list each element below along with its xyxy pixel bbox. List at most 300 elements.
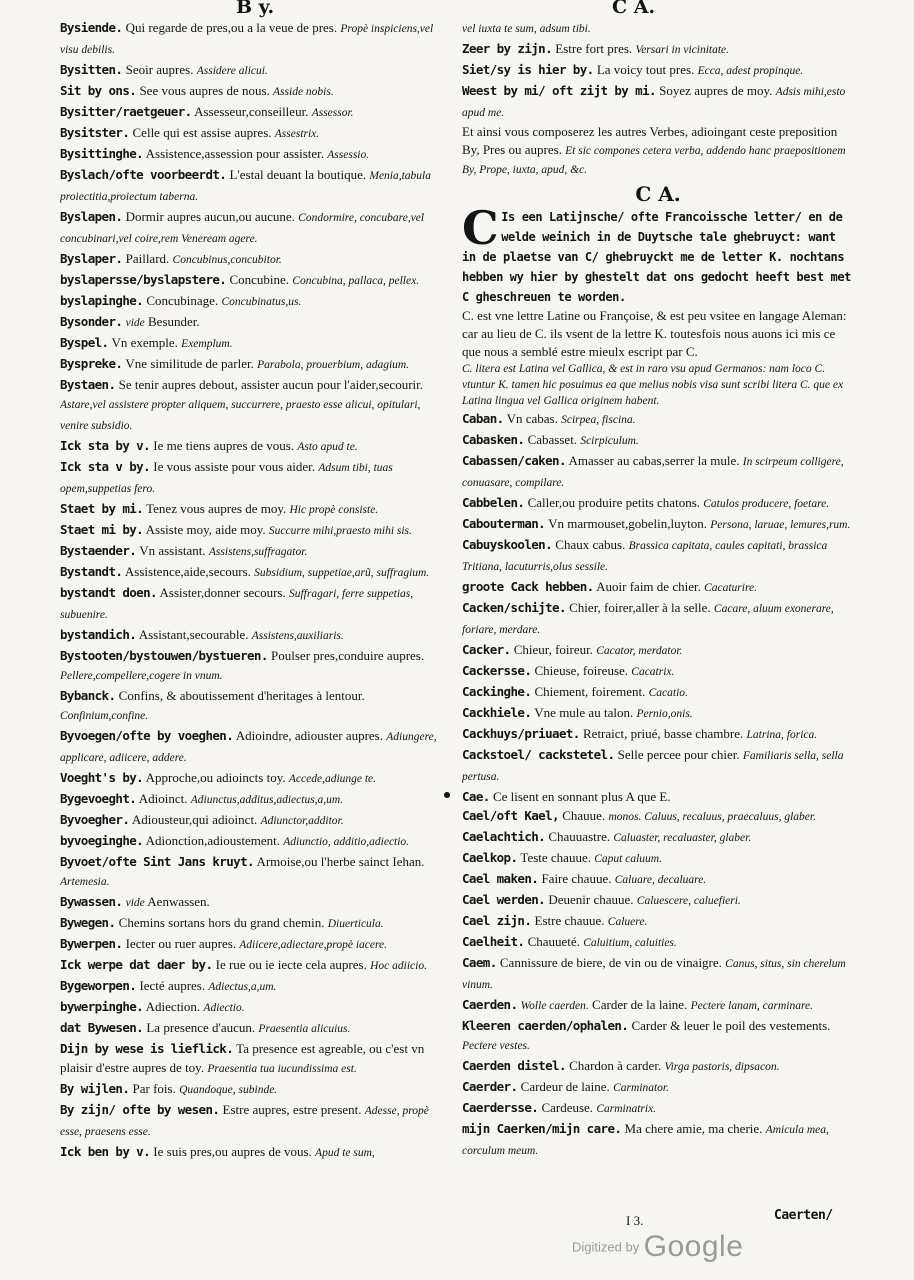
latin-gloss: monos. Caluus, recaluus, praecaluus, glaber. <box>608 811 816 823</box>
latin-gloss: Subsidium, suppetiae,arũ, suffragium. <box>254 567 430 579</box>
running-head-left: B y. <box>236 0 275 18</box>
french-gloss: Ma chere amie, ma cherie. <box>624 1121 763 1136</box>
dictionary-entry <box>60 1039 448 1079</box>
french-gloss: La voicy tout pres. <box>596 62 695 77</box>
latin-gloss: Scirpea, fiscina. <box>561 414 636 426</box>
latin-gloss: Adsis mihi,esto apud me. <box>462 86 846 119</box>
french-gloss: Adiousteur,qui adioinct. <box>131 812 258 827</box>
latin-gloss: Cacatio. <box>648 687 688 699</box>
latin-gloss: Praesentia alicuius. <box>258 1023 351 1035</box>
dictionary-entry <box>462 806 854 827</box>
latin-gloss: Amicula mea, corculum meum. <box>462 1124 829 1157</box>
latin-gloss: Diuerticula. <box>327 918 384 930</box>
cross-reference: vide <box>125 317 145 329</box>
french-gloss: Ie me tiens aupres de vous. <box>153 438 295 453</box>
dictionary-entry <box>462 724 854 745</box>
cross-reference: Wolle caerden. <box>520 1000 589 1012</box>
french-gloss: Assistant,secourable. <box>138 627 249 642</box>
latin-gloss: Cacare, aluum exonerare, foriare, merdare. <box>462 603 834 636</box>
signature-mark: I 3. <box>626 1213 644 1228</box>
latin-gloss: Adiunctio, additio,adiectio. <box>283 836 410 848</box>
latin-gloss: Assistens,auxiliaris. <box>251 630 344 642</box>
running-head-right: C A. <box>612 0 656 18</box>
headword: Caerder. <box>462 1079 518 1094</box>
french-gloss: Assiste moy, aide moy. <box>145 522 266 537</box>
headword: Cabbelen. <box>462 495 525 510</box>
headword: Caerdersse. <box>462 1100 539 1115</box>
dictionary-entry <box>60 165 448 207</box>
dictionary-entry <box>60 562 448 583</box>
french-gloss: Vn marmouset,gobelin,luyton. <box>548 516 707 531</box>
dictionary-entry <box>462 1077 854 1098</box>
dictionary-entry <box>462 39 854 60</box>
dictionary-entry <box>462 514 854 535</box>
dictionary-entry <box>60 457 448 499</box>
dictionary-entry <box>462 640 854 661</box>
french-gloss: Cannissure de biere, de vin ou de vinaigre. <box>499 955 722 970</box>
latin-gloss: Virga pastoris, dipsacon. <box>664 1061 780 1073</box>
dictionary-entry <box>60 60 448 81</box>
dictionary-entry <box>462 493 854 514</box>
section-heading-ca: C A. <box>635 182 681 206</box>
latin-gloss: Carminator. <box>613 1082 669 1094</box>
headword: Bystaen. <box>60 377 116 392</box>
headword: Weest by mi/ oft zijt by mi. <box>462 83 656 98</box>
headword: Staet mi by. <box>60 522 144 537</box>
dictionary-entry <box>60 583 448 625</box>
french-gloss: Seoir aupres. <box>125 62 194 77</box>
latin-gloss: Cacaturire. <box>704 582 757 594</box>
dictionary-entry <box>60 270 448 291</box>
latin-gloss: Praesentia tua iucundissima est. <box>207 1063 357 1075</box>
french-gloss: Vne similitude de parler. <box>125 356 254 371</box>
ca-entries <box>462 409 854 1161</box>
latin-gloss: Astare,vel assistere propter aliquem, succurrere, praesto esse alicui, opitulari, venire subsidio. <box>60 399 421 432</box>
french-gloss: Chieur, foireur. <box>513 642 593 657</box>
headword: Cackhuys/priuaet. <box>462 726 580 741</box>
dictionary-entry <box>462 890 854 911</box>
french-gloss: Assesseur,conseilleur. <box>194 104 309 119</box>
dictionary-entry <box>462 577 854 598</box>
dictionary-entry <box>60 1018 448 1039</box>
french-gloss: Chauuastre. <box>548 829 611 844</box>
french-gloss: Ta presence est agreable, ou c'est vn plaisir d'estre aupres de toy. <box>60 1041 425 1075</box>
french-gloss: Vn cabas. <box>506 411 558 426</box>
french-gloss: Par fois. <box>132 1081 176 1096</box>
headword: Caerden distel. <box>462 1058 566 1073</box>
headword: Bygeworpen. <box>60 978 137 993</box>
dictionary-entry <box>462 1056 854 1077</box>
headword: Byvoegher. <box>60 812 130 827</box>
dictionary-entry <box>60 207 448 249</box>
latin-gloss: Cacator, merdator. <box>596 645 683 657</box>
headword: Byspel. <box>60 335 109 350</box>
dictionary-entry <box>462 18 854 39</box>
headword: Byvoegen/ofte by voeghen. <box>60 728 234 743</box>
dictionary-entry <box>462 1016 854 1056</box>
dictionary-entry <box>462 1098 854 1119</box>
french-gloss: Chier, foirer,aller à la selle. <box>569 600 711 615</box>
dictionary-entry <box>462 682 854 703</box>
headword: groote Cack hebben. <box>462 579 594 594</box>
french-gloss: Assister,donner secours. <box>159 585 286 600</box>
headword: Cae. <box>462 789 490 804</box>
latin-gloss: Asside nobis. <box>273 86 334 98</box>
headword: Ick werpe dat daer by. <box>60 957 213 972</box>
headword: Bysonder. <box>60 314 123 329</box>
french-gloss: Cardeur de laine. <box>520 1079 610 1094</box>
french-gloss: Chardon à carder. <box>569 1058 662 1073</box>
headword: Zeer by zijn. <box>462 41 553 56</box>
headword: Caelkop. <box>462 850 518 865</box>
french-gloss: Caller,ou produire petits chatons. <box>527 495 701 510</box>
latin-gloss: Concubina, pallaca, pellex. <box>292 275 420 287</box>
headword: bystandt doen. <box>60 585 157 600</box>
by-note-latin: Et sic compones cetera verba, addendo hanc praepositionem By, Prope, iuxta, apud, &c. <box>462 145 846 176</box>
dictionary-entry <box>462 535 854 577</box>
headword: Byspreke. <box>60 356 123 371</box>
dictionary-entry <box>462 995 854 1016</box>
headword: byslapinghe. <box>60 293 144 308</box>
dictionary-entry <box>462 430 854 451</box>
latin-gloss: Latrina, forica. <box>746 729 818 741</box>
dictionary-entry <box>462 911 854 932</box>
dictionary-entry <box>60 646 448 686</box>
latin-gloss: Adiicere,adiectare,propè iacere. <box>239 939 388 951</box>
french-gloss: Qui regarde de pres,ou a la veue de pres. <box>125 20 338 35</box>
dictionary-entry <box>462 598 854 640</box>
headword: Byslaper. <box>60 251 123 266</box>
margin-dot <box>444 792 450 798</box>
dictionary-entry <box>462 848 854 869</box>
latin-gloss: Familiaris sella, sella pertusa. <box>462 750 844 783</box>
dictionary-entry <box>60 1142 448 1163</box>
latin-gloss: Propè inspiciens,vel visu debilis. <box>60 23 434 56</box>
dictionary-entry <box>60 852 448 892</box>
dutch-intro <box>462 201 854 307</box>
headword: By wijlen. <box>60 1081 130 1096</box>
latin-gloss: Catulos producere, foetare. <box>703 498 830 510</box>
dictionary-entry <box>60 123 448 144</box>
dictionary-entry <box>462 451 854 493</box>
headword: Bysittinghe. <box>60 146 144 161</box>
latin-gloss: Assessio. <box>327 149 370 161</box>
dictionary-entry <box>60 1100 448 1142</box>
dictionary-entry <box>60 955 448 976</box>
latin-gloss: Versari in vicinitate. <box>635 44 730 56</box>
dictionary-entry <box>60 354 448 375</box>
french-gloss: Estre aupres, estre present. <box>222 1102 362 1117</box>
headword: Kleeren caerden/ophalen. <box>462 1018 629 1033</box>
dictionary-entry <box>462 787 854 806</box>
dictionary-entry <box>60 686 448 726</box>
french-gloss: Amasser au cabas,serrer la mule. <box>568 453 740 468</box>
french-gloss: Ie suis pres,ou aupres de vous. <box>153 1144 312 1159</box>
headword: Cacken/schijte. <box>462 600 566 615</box>
french-gloss: L'estal deuant la boutique. <box>229 167 367 182</box>
dictionary-entry <box>60 81 448 102</box>
headword: Byvoet/ofte Sint Jans kruyt. <box>60 854 254 869</box>
dictionary-entry <box>462 953 854 995</box>
french-gloss: Cardeuse. <box>541 1100 594 1115</box>
watermark-prefix: Digitized by <box>572 1239 640 1255</box>
dictionary-entry <box>60 541 448 562</box>
latin-gloss: Assestrix. <box>274 128 320 140</box>
headword: Bystooten/bystouwen/bystueren. <box>60 648 268 663</box>
french-gloss: Estre fort pres. <box>555 41 633 56</box>
french-gloss: See vous aupres de nous. <box>139 83 270 98</box>
headword: mijn Caerken/mijn care. <box>462 1121 622 1136</box>
dictionary-entry <box>462 827 854 848</box>
latin-gloss: Persona, laruae, lemures,rum. <box>710 519 851 531</box>
french-gloss: Tenez vous aupres de moy. <box>146 501 287 516</box>
latin-gloss: Caluaster, recaluaster, glaber. <box>613 832 752 844</box>
headword: Byslapen. <box>60 209 123 224</box>
headword: Cael maken. <box>462 871 539 886</box>
latin-gloss: Adiectus,a,um. <box>208 981 277 993</box>
left-column <box>60 18 448 1240</box>
latin-gloss: Assidere alicui. <box>196 65 268 77</box>
latin-gloss: Condormire, concubare,vel concubinari,vel coire,rem Veneream agere. <box>60 212 425 245</box>
latin-gloss: Ecca, adest propinque. <box>697 65 804 77</box>
french-gloss: Chemins sortans hors du grand chemin. <box>118 915 325 930</box>
headword: Bysitten. <box>60 62 123 77</box>
headword: Cackinghe. <box>462 684 532 699</box>
french-gloss: Chaux cabus. <box>555 537 626 552</box>
french-gloss: Dormir aupres aucun,ou aucune. <box>125 209 295 224</box>
latin-gloss: Cacatrix. <box>631 666 675 678</box>
headword: dat Bywesen. <box>60 1020 144 1035</box>
french-gloss: Deuenir chauue. <box>548 892 634 907</box>
latin-gloss: Hic propè consiste. <box>289 504 379 516</box>
headword: Byslach/ofte voorbeerdt. <box>60 167 227 182</box>
headword: Siet/sy is hier by. <box>462 62 594 77</box>
dictionary-entry <box>462 409 854 430</box>
latin-gloss: Adiectio. <box>203 1002 245 1014</box>
dictionary-entry <box>60 831 448 852</box>
headword: Bystandt. <box>60 564 123 579</box>
headword: Cabuyskoolen. <box>462 537 553 552</box>
dictionary-entry <box>462 661 854 682</box>
latin-gloss: Caluere. <box>607 916 648 928</box>
latin-gloss: Pectere vestes. <box>462 1040 530 1052</box>
french-gloss: Adioinct. <box>138 791 188 806</box>
latin-gloss: Pernio,onis. <box>636 708 693 720</box>
latin-gloss: Hoc adiicio. <box>370 960 427 972</box>
french-gloss: Vne mule au talon. <box>534 705 634 720</box>
french-gloss: Assistence,assession pour assister. <box>145 146 325 161</box>
headword: Caerden. <box>462 997 518 1012</box>
latin-gloss: Adesse, propè esse, praesens esse. <box>60 1105 429 1138</box>
french-gloss: Retraict, priué, basse chambre. <box>583 726 744 741</box>
latin-gloss: Caluescere, caluefieri. <box>636 895 741 907</box>
headword: Caban. <box>462 411 504 426</box>
catchword: Caerten/ <box>774 1208 833 1223</box>
headword: Ick sta by v. <box>60 438 151 453</box>
headword: byslapersse/byslapstere. <box>60 272 227 287</box>
dictionary-entry <box>462 745 854 787</box>
headword: Bysitster. <box>60 125 130 140</box>
french-gloss: Approche,ou adioincts toy. <box>145 770 286 785</box>
latin-gloss: Adiunctor,additor. <box>260 815 344 827</box>
dictionary-entry <box>60 976 448 997</box>
french-gloss: Ie rue ou ie iecte cela aupres. <box>215 957 367 972</box>
headword: byvoeginghe. <box>60 833 144 848</box>
right-continuation-entries <box>462 18 854 123</box>
french-gloss: Paillard. <box>125 251 170 266</box>
headword: Cackersse. <box>462 663 532 678</box>
dictionary-entry <box>60 144 448 165</box>
cross-reference: vide <box>125 897 145 909</box>
french-gloss: Concubinage. <box>146 293 219 308</box>
headword: Caelachtich. <box>462 829 546 844</box>
headword: Ick sta v by. <box>60 459 151 474</box>
french-gloss: Iecté aupres. <box>139 978 206 993</box>
latin-intro: C. litera est Latina vel Gallica, & est in raro vsu apud Germanos: nam loco C. vtuntur K. tamen hic posuimus ea que melius nobis visa sunt scribi litera C. que ex Latina lingua vel Gallica originem habent. <box>462 363 844 407</box>
dictionary-entry <box>462 1119 854 1161</box>
latin-gloss: Caluitium, caluities. <box>583 937 677 949</box>
headword: Caelheit. <box>462 934 525 949</box>
headword: bywerpinghe. <box>60 999 144 1014</box>
french-gloss: Besunder. <box>148 314 200 329</box>
dictionary-entry <box>462 60 854 81</box>
headword: Cael/oft Kael, <box>462 808 559 823</box>
dictionary-entry <box>60 892 448 913</box>
french-gloss: Selle percee pour chier. <box>617 747 740 762</box>
dictionary-entry <box>60 810 448 831</box>
latin-gloss: Confinium,confine. <box>60 710 149 722</box>
french-gloss: Teste chauue. <box>520 850 591 865</box>
dictionary-entry <box>462 703 854 724</box>
headword: Cackstoel/ cackstetel. <box>462 747 615 762</box>
dictionary-entry <box>60 913 448 934</box>
latin-gloss: Canus, situs, sin cherelum vinum. <box>462 958 846 991</box>
digitized-watermark <box>572 1230 743 1264</box>
french-gloss: Celle qui est assise aupres. <box>132 125 272 140</box>
french-gloss: Aenwassen. <box>147 894 210 909</box>
french-gloss: Se tenir aupres debout, assister aucun pour l'aider,secourir. <box>118 377 423 392</box>
dictionary-entry <box>60 375 448 436</box>
headword: Bywassen. <box>60 894 123 909</box>
headword: Caem. <box>462 955 497 970</box>
headword: Cael werden. <box>462 892 546 907</box>
headword: bystandich. <box>60 627 137 642</box>
dictionary-entry <box>60 789 448 810</box>
drop-cap-initial: C <box>462 201 499 255</box>
latin-gloss: Accede,adiunge te. <box>288 773 377 785</box>
latin-gloss: Adiunctus,additus,adiectus,a,um. <box>190 794 344 806</box>
headword: Dijn by wese is lieflick. <box>60 1041 234 1056</box>
latin-gloss: Assessor. <box>311 107 354 119</box>
french-gloss: Chauueté. <box>527 934 580 949</box>
latin-gloss: Artemesia. <box>60 876 110 888</box>
latin-gloss: Suffragari, ferre suppetias, subuenire. <box>60 588 414 621</box>
french-gloss: Auoir faim de chier. <box>596 579 701 594</box>
latin-gloss: Menia,tabula proiectitia,proiectum taberna. <box>60 170 432 203</box>
latin-gloss: Asto apud te. <box>297 441 358 453</box>
headword: Bysitter/raetgeuer. <box>60 104 192 119</box>
latin-gloss: Exemplum. <box>181 338 233 350</box>
french-gloss: Estre chauue. <box>534 913 605 928</box>
french-gloss: Armoise,ou l'herbe sainct Iehan. <box>256 854 425 869</box>
french-gloss: Adionction,adioustement. <box>145 833 280 848</box>
right-column <box>462 18 854 1240</box>
headword: Bybanck. <box>60 688 116 703</box>
headword: Bysiende. <box>60 20 123 35</box>
dictionary-entry <box>60 436 448 457</box>
french-gloss: Cabasset. <box>527 432 578 447</box>
latin-gloss: Pellere,compellere,cogere in vnum. <box>60 670 223 682</box>
headword: Cabassen/caken. <box>462 453 566 468</box>
headword: Cackhiele. <box>462 705 532 720</box>
dictionary-entry <box>60 291 448 312</box>
dictionary-entry <box>60 1079 448 1100</box>
latin-gloss: Pectere lanam, carminare. <box>690 1000 814 1012</box>
latin-gloss: Caput caluum. <box>594 853 662 865</box>
latin-gloss: vel iuxta te sum, adsum tibi. <box>462 23 591 35</box>
dictionary-entry <box>462 81 854 123</box>
headword: Bywegen. <box>60 915 116 930</box>
headword: Ick ben by v. <box>60 1144 151 1159</box>
french-gloss: Faire chauue. <box>541 871 612 886</box>
french-gloss: Vn assistant. <box>139 543 206 558</box>
french-gloss: Vn exemple. <box>111 335 178 350</box>
dictionary-entry <box>60 102 448 123</box>
french-gloss: Chieuse, foireuse. <box>534 663 629 678</box>
french-gloss: Assistence,aide,secours. <box>124 564 251 579</box>
latin-gloss: Apud te sum, <box>315 1147 375 1159</box>
by-preposition-note <box>462 123 854 179</box>
french-gloss: Concubine. <box>229 272 290 287</box>
headword: Cabouterman. <box>462 516 546 531</box>
french-intro: C. est vne lettre Latine ou Françoise, & est peu vsitee en langage Aleman: car au lieu de C. ils vsent de la lettre K. toutesfois nous auons ici mis ce que nous a semblé estre mieulx escript par C. <box>462 308 847 359</box>
latin-gloss: Adsum tibi, tuas opem,suppetias fero. <box>60 462 393 495</box>
dictionary-entry <box>60 726 448 768</box>
french-gloss: Chauue. <box>562 808 606 823</box>
dictionary-entry <box>60 768 448 789</box>
latin-gloss: Concubinus,concubitor. <box>172 254 282 266</box>
latin-gloss: Caluare, decaluare. <box>614 874 707 886</box>
headword: Cael zijn. <box>462 913 532 928</box>
latin-gloss: Succurre mihi,praesto mihi sis. <box>268 525 412 537</box>
french-gloss: Carder & leuer le poil des vestements. <box>631 1018 831 1033</box>
dictionary-entry <box>60 249 448 270</box>
headword: Sit by ons. <box>60 83 137 98</box>
latin-gloss: Adiungere, applicare, adiicere, addere. <box>60 731 437 764</box>
french-gloss: Carder de la laine. <box>592 997 688 1012</box>
latin-gloss: Assistens,suffragator. <box>208 546 308 558</box>
french-gloss: Adioindre, adiouster aupres. <box>235 728 383 743</box>
dictionary-entry <box>60 520 448 541</box>
dictionary-entry <box>60 333 448 354</box>
french-gloss: Ce lisent en sonnant plus A que E. <box>492 789 671 804</box>
french-gloss: Soyez aupres de moy. <box>659 83 773 98</box>
dictionary-entry <box>462 932 854 953</box>
dictionary-entry <box>60 934 448 955</box>
headword: Bygevoeght. <box>60 791 137 806</box>
headword: Bystaender. <box>60 543 137 558</box>
french-gloss: Confins, & aboutissement d'heritages à lentour. <box>118 688 365 703</box>
french-gloss: La presence d'aucun. <box>146 1020 256 1035</box>
dictionary-entry <box>60 312 448 333</box>
french-gloss: Adiection. <box>145 999 201 1014</box>
dictionary-entry <box>60 625 448 646</box>
french-gloss: Poulser pres,conduire aupres. <box>271 648 425 663</box>
headword: Voeght's by. <box>60 770 144 785</box>
by-note-french: Et ainsi vous composerez les autres Verbes, adioingant ceste preposition By, Pres ou aupres. <box>462 124 838 157</box>
latin-gloss: Concubinatus,us. <box>221 296 302 308</box>
latin-gloss: Parabola, prouerbium, adagium. <box>257 359 410 371</box>
